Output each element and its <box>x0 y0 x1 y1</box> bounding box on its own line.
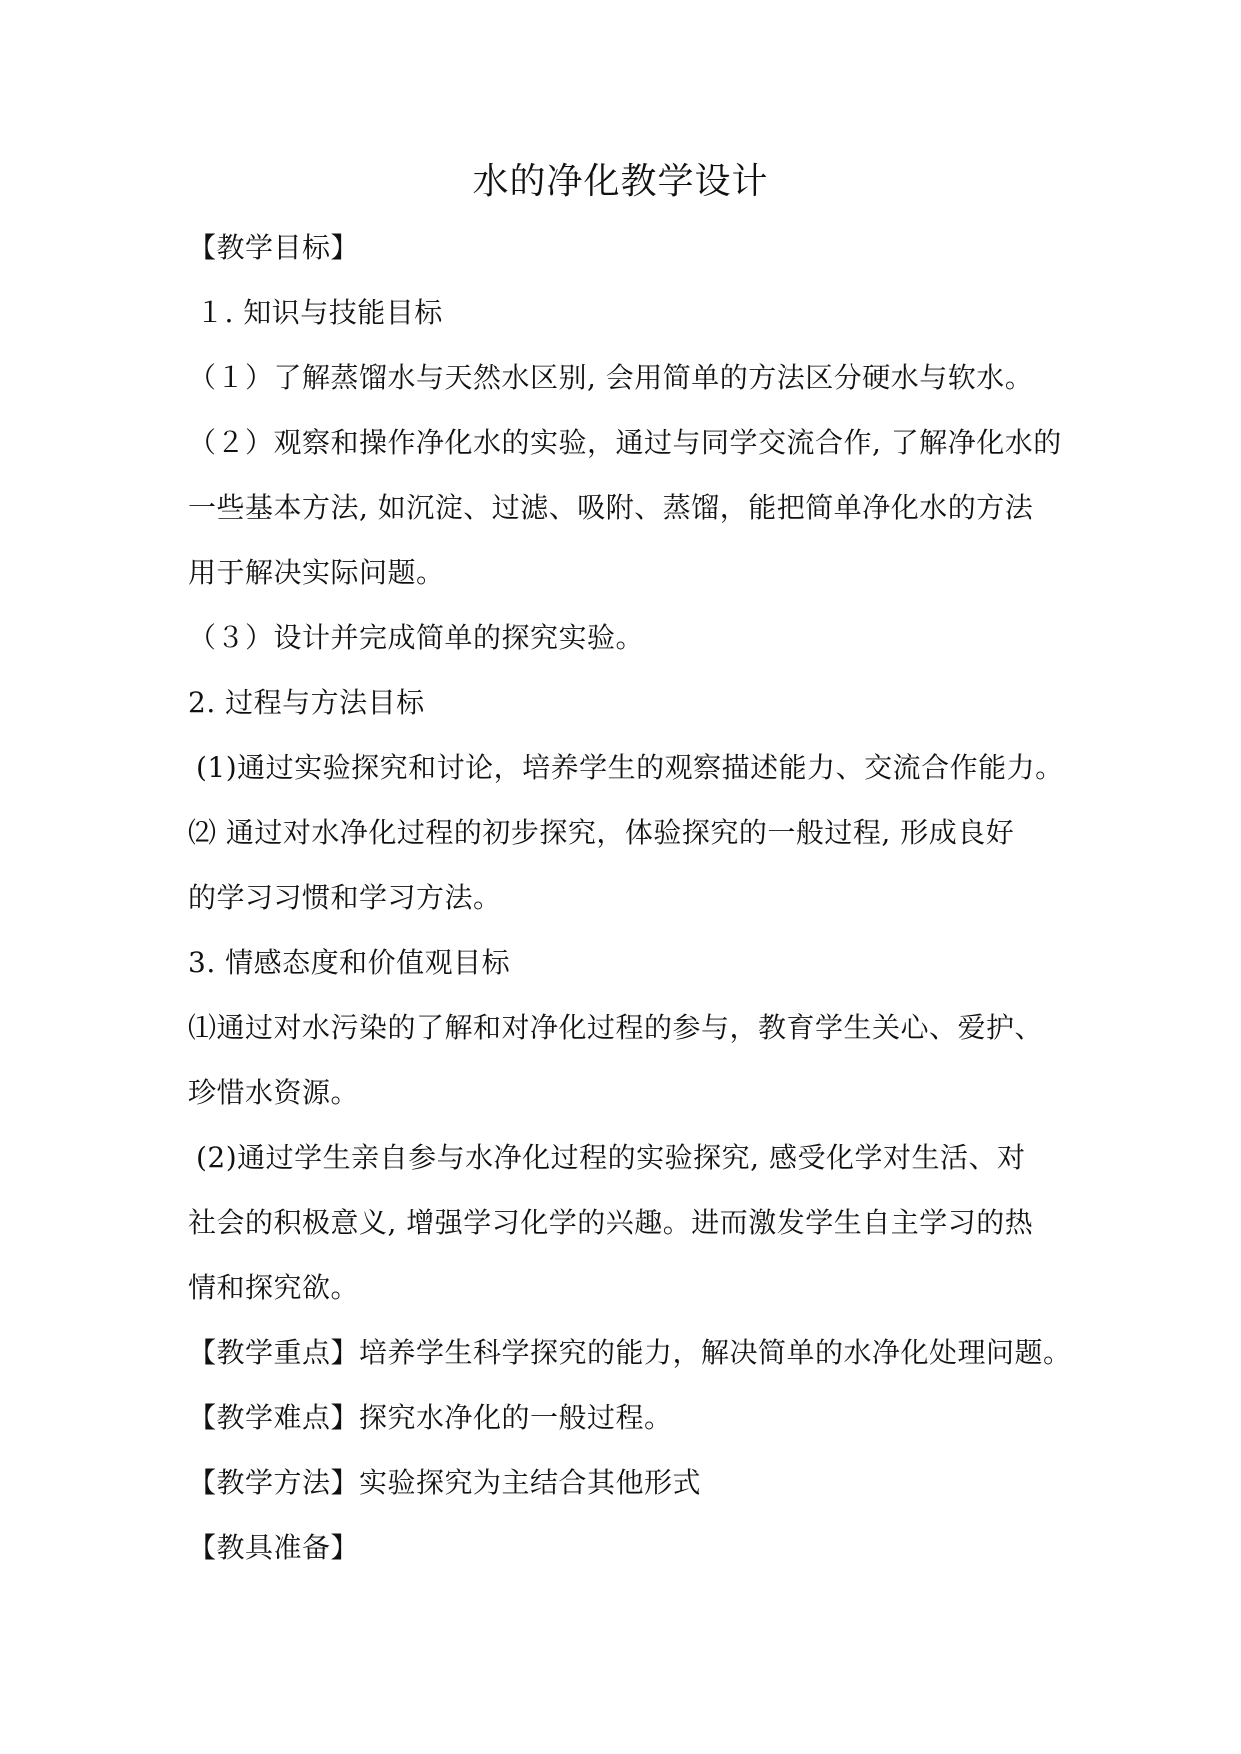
teaching-tools: 【教具准备】 <box>188 1531 360 1564</box>
process-item-2-line-2: 的学习习惯和学习方法。 <box>188 881 502 914</box>
document-body <box>188 228 1072 1593</box>
emotion-item-1-line-2: 珍惜水资源。 <box>188 1076 360 1109</box>
emotion-item-2-line-2: 社会的积极意义, 增强学习化学的兴趣。进而激发学生自主学习的热 <box>188 1206 1034 1239</box>
goal-item-2-line-2: 一些基本方法, 如沉淀、过滤、吸附、蒸馏，能把简单净化水的方法 <box>188 491 1034 524</box>
section-heading-teaching-goals: 【教学目标】 <box>188 231 360 264</box>
goal-item-2-line-3: 用于解决实际问题。 <box>188 556 445 589</box>
emotion-item-1-line-1: ⑴通过对水污染的了解和对净化过程的参与，教育学生关心、爱护、 <box>188 1011 1044 1044</box>
subheading-knowledge-skills: １. 知识与技能目标 <box>196 296 443 329</box>
emotion-item-2-line-3: 情和探究欲。 <box>188 1271 360 1304</box>
subheading-process-methods: 2. 过程与方法目标 <box>188 686 425 719</box>
document-title: 水的净化教学设计 <box>472 161 769 202</box>
process-item-1: (1)通过实验探究和讨论，培养学生的观察描述能力、交流合作能力。 <box>196 751 1064 784</box>
teaching-key-points: 【教学重点】培养学生科学探究的能力，解决简单的水净化处理问题。 <box>188 1336 1072 1369</box>
goal-item-3: （３）设计并完成简单的探究实验。 <box>188 621 645 654</box>
teaching-methods: 【教学方法】实验探究为主结合其他形式 <box>188 1466 702 1499</box>
teaching-difficulties: 【教学难点】探究水净化的一般过程。 <box>188 1401 673 1434</box>
goal-item-2-line-1: （２）观察和操作净化水的实验，通过与同学交流合作, 了解净化水的 <box>188 426 1062 459</box>
emotion-item-2-line-1: (2)通过学生亲自参与水净化过程的实验探究, 感受化学对生活、对 <box>196 1141 1026 1174</box>
subheading-emotion-values: 3. 情感态度和价值观目标 <box>188 946 511 979</box>
process-item-2-line-1: ⑵ 通过对水净化过程的初步探究，体验探究的一般过程, 形成良好 <box>188 816 1015 849</box>
goal-item-1: （１）了解蒸馏水与天然水区别, 会用简单的方法区分硬水与软水。 <box>188 361 1034 394</box>
